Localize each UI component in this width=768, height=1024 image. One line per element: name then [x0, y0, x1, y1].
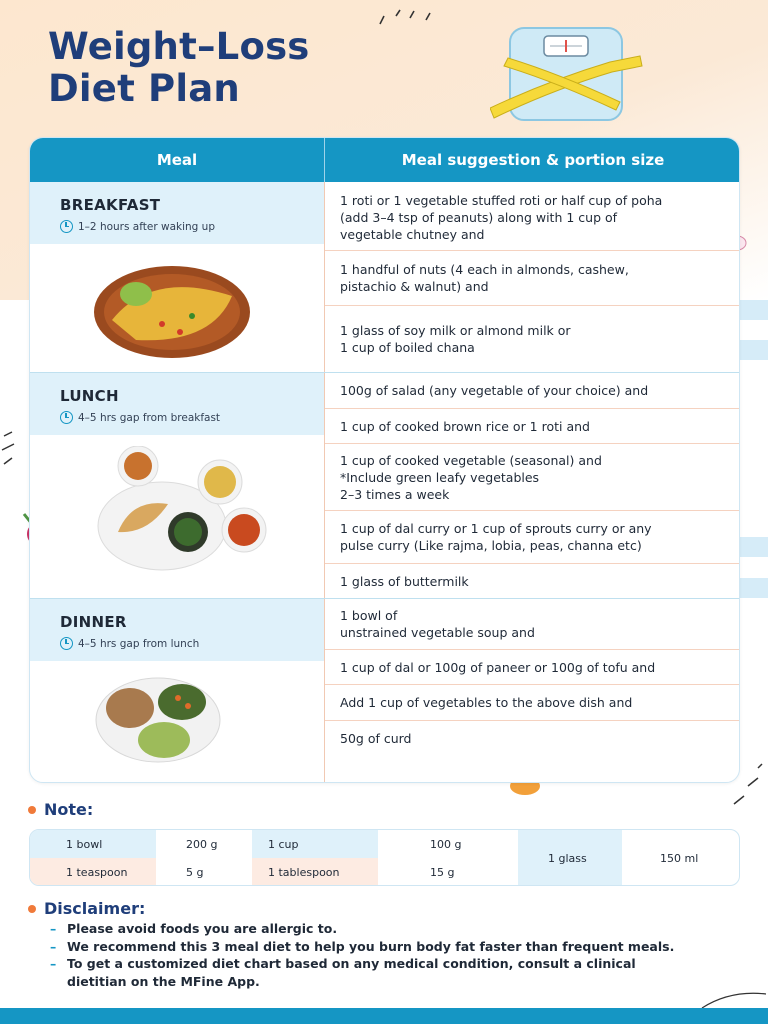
suggestion-row	[325, 409, 740, 443]
unit-label: 1 glass	[518, 830, 622, 886]
unit-label: 1 bowl	[30, 830, 156, 858]
disclaimer-heading	[28, 899, 145, 918]
poha-plate-image	[92, 262, 252, 362]
clock-icon	[60, 637, 73, 650]
divided-plate-image	[94, 674, 224, 764]
disclaimer-item: – Please avoid foods you are allergic to.	[50, 920, 750, 938]
suggestion-text: 1 cup of dal curry or 1 cup of sprouts curry or any pulse curry (Like rajma, lobia, peas, channa etc)	[340, 521, 652, 553]
suggestion-row	[325, 511, 740, 563]
suggestion-row	[325, 251, 740, 305]
meal-band-lunch	[30, 373, 324, 435]
meal-name: DINNER	[60, 613, 127, 631]
table-header	[30, 138, 740, 182]
column-header-meal: Meal	[156, 151, 198, 169]
meal-timing	[60, 220, 215, 233]
suggestion-text: 1 glass of soy milk or almond milk or 1 cup of boiled chana	[340, 323, 571, 355]
column-header-suggestion: Meal suggestion & portion size	[324, 138, 740, 182]
suggestion-text: 1 glass of buttermilk	[340, 573, 469, 589]
suggestion-row	[325, 306, 740, 372]
suggestion-row	[325, 444, 740, 510]
clock-icon	[60, 411, 73, 424]
disclaimer-item: – To get a customized diet chart based on any medical condition, consult a clinical dietitian on the MFine App.	[50, 955, 750, 990]
suggestion-row	[325, 564, 740, 598]
thali-plate-image	[92, 446, 292, 576]
suggestion-text: Add 1 cup of vegetables to the above dish and	[340, 695, 633, 710]
suggestion-text: 1 cup of dal or 100g of paneer or 100g of tofu and	[340, 659, 656, 675]
unit-value: 200 g	[186, 837, 218, 851]
bullet-dot	[28, 806, 36, 814]
meal-name: BREAKFAST	[60, 196, 161, 214]
suggestion-row	[325, 685, 740, 720]
unit-conversion-table	[29, 829, 740, 886]
disclaimer-heading-text: Disclaimer:	[44, 899, 146, 918]
title-line-1: Weight–Loss	[48, 25, 310, 68]
footer-bar	[0, 1008, 768, 1024]
unit-label: 1 tablespoon	[252, 858, 378, 886]
suggestion-text: 1 cup of cooked vegetable (seasonal) and *Include green leafy vegetables 2–3 times a week	[340, 452, 602, 502]
sparkle-decor	[0, 430, 22, 470]
meal-timing-text: 4–5 hrs gap from lunch	[78, 637, 200, 650]
weighing-scale-icon	[490, 10, 650, 125]
suggestion-row	[325, 650, 740, 684]
suggestion-row	[325, 373, 740, 408]
unit-label: 1 teaspoon	[30, 858, 156, 886]
sparkle-decor	[378, 6, 438, 26]
meal-timing	[60, 411, 220, 424]
note-heading	[28, 800, 93, 819]
suggestion-row	[325, 184, 740, 250]
suggestion-text: 1 roti or 1 vegetable stuffed roti or half cup of poha (add 3–4 tsp of peanuts) along with 1 cup of vegetable chutney and	[340, 192, 663, 242]
clock-icon	[60, 220, 73, 233]
suggestion-text: 1 bowl of unstrained vegetable soup and	[340, 608, 535, 640]
unit-value: 5 g	[186, 866, 204, 879]
unit-value: 100 g	[430, 837, 462, 851]
note-heading-text: Note:	[44, 800, 94, 819]
meal-band-dinner	[30, 599, 324, 661]
disclaimer-list	[50, 920, 750, 990]
meal-timing	[60, 637, 199, 650]
page-title	[48, 26, 310, 110]
bullet-dot	[28, 905, 36, 913]
suggestion-text: 100g of salad (any vegetable of your choice) and	[340, 383, 649, 398]
meal-timing-text: 1–2 hours after waking up	[78, 220, 215, 233]
unit-value: 15 g	[430, 866, 455, 879]
disclaimer-item: – We recommend this 3 meal diet to help you burn body fat faster than frequent meals.	[50, 938, 750, 956]
meal-band-breakfast	[30, 182, 324, 244]
suggestion-row	[325, 599, 740, 649]
meal-timing-text: 4–5 hrs gap from breakfast	[78, 411, 221, 424]
curve-decor	[700, 990, 768, 1010]
suggestion-text: 1 cup of cooked brown rice or 1 roti and	[340, 418, 590, 434]
meal-name: LUNCH	[60, 387, 119, 405]
title-line-2: Diet Plan	[48, 67, 240, 110]
suggestion-text: 50g of curd	[340, 730, 412, 746]
unit-label: 1 cup	[252, 830, 378, 858]
suggestion-row	[325, 721, 740, 755]
diet-plan-table	[29, 137, 740, 783]
unit-value: 150 ml	[660, 852, 699, 865]
suggestion-text: 1 handful of nuts (4 each in almonds, cashew, pistachio & walnut) and	[340, 262, 629, 294]
